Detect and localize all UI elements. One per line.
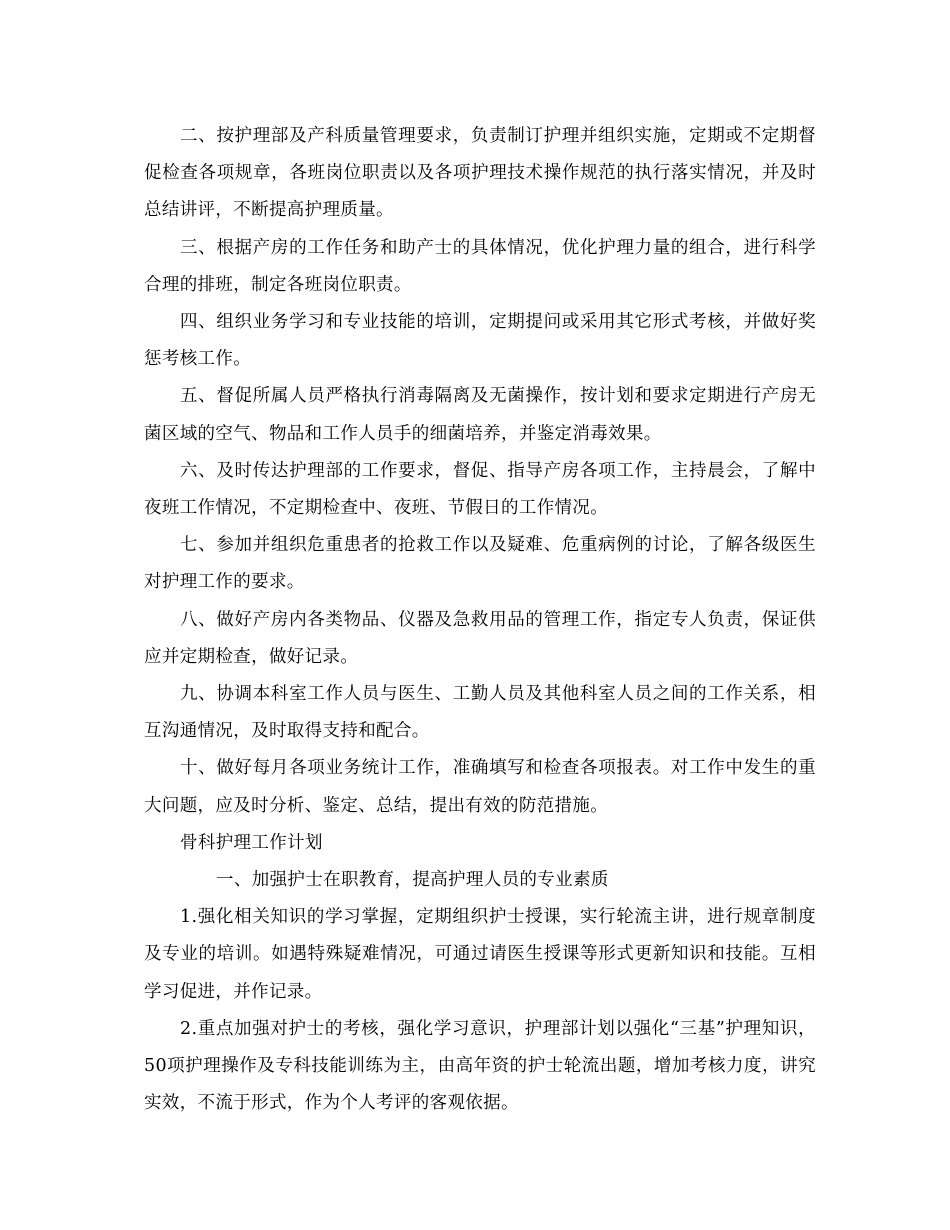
- paragraph-duty-3: 三、根据产房的工作任务和助产士的具体情况，优化护理力量的组合，进行科学合理的排班，制定各班岗位职责。: [144, 237, 816, 295]
- paragraph-duty-6: 六、及时传达护理部的工作要求，督促、指导产房各项工作，主持晨会，了解中夜班工作情况，不定期检查中、夜班、节假日的工作情况。: [144, 460, 816, 519]
- paragraph-duty-10: 十、做好每月各项业务统计工作，准确填写和检查各项报表。对工作中发生的重大问题，应及时分析、鉴定、总结，提出有效的防范措施。: [144, 758, 816, 816]
- section-heading-1: 一、加强护士在职教育，提高护理人员的专业素质: [216, 870, 609, 891]
- paragraph-duty-9: 九、协调本科室工作人员与医生、工勤人员及其他科室人员之间的工作关系，相互沟通情况，及时取得支持和配合。: [144, 684, 816, 742]
- paragraph-duty-5: 五、督促所属人员严格执行消毒隔离及无菌操作，按计划和要求定期进行产房无菌区域的空气、物品和工作人员手的细菌培养，并鉴定消毒效果。: [144, 386, 816, 444]
- section-title: 骨科护理工作计划: [180, 832, 323, 853]
- paragraph-duty-4: 四、组织业务学习和专业技能的培训，定期提问或采用其它形式考核，并做好奖惩考核工作。: [144, 312, 816, 370]
- paragraph-duty-8: 八、做好产房内各类物品、仪器及急救用品的管理工作，指定专人负责，保证供应并定期检查，做好记录。: [144, 609, 816, 667]
- paragraph-item-1: 1.强化相关知识的学习掌握，定期组织护士授课，实行轮流主讲，进行规章制度及专业的培训。如遇特殊疑难情况，可通过请医生授课等形式更新知识和技能。互相学习促进，并作记录。: [144, 907, 816, 1002]
- paragraph-duty-7: 七、参加并组织危重患者的抢救工作以及疑难、危重病例的讨论，了解各级医生对护理工作的要求。: [144, 535, 816, 593]
- document-body: [144, 118, 816, 1122]
- paragraph-duty-2: 二、按护理部及产科质量管理要求，负责制订护理并组织实施，定期或不定期督促检查各项规章，各班岗位职责以及各项护理技术操作规范的执行落实情况，并及时总结讲评，不断提高护理质量。: [144, 126, 816, 221]
- paragraph-item-2: 2.重点加强对护士的考核，强化学习意识，护理部计划以强化“三基”护理知识，50项护理操作及专科技能训练为主，由高年资的护士轮流出题，增加考核力度，讲究实效，不流于形式，作为个人考评的客观依据。: [144, 1018, 816, 1114]
